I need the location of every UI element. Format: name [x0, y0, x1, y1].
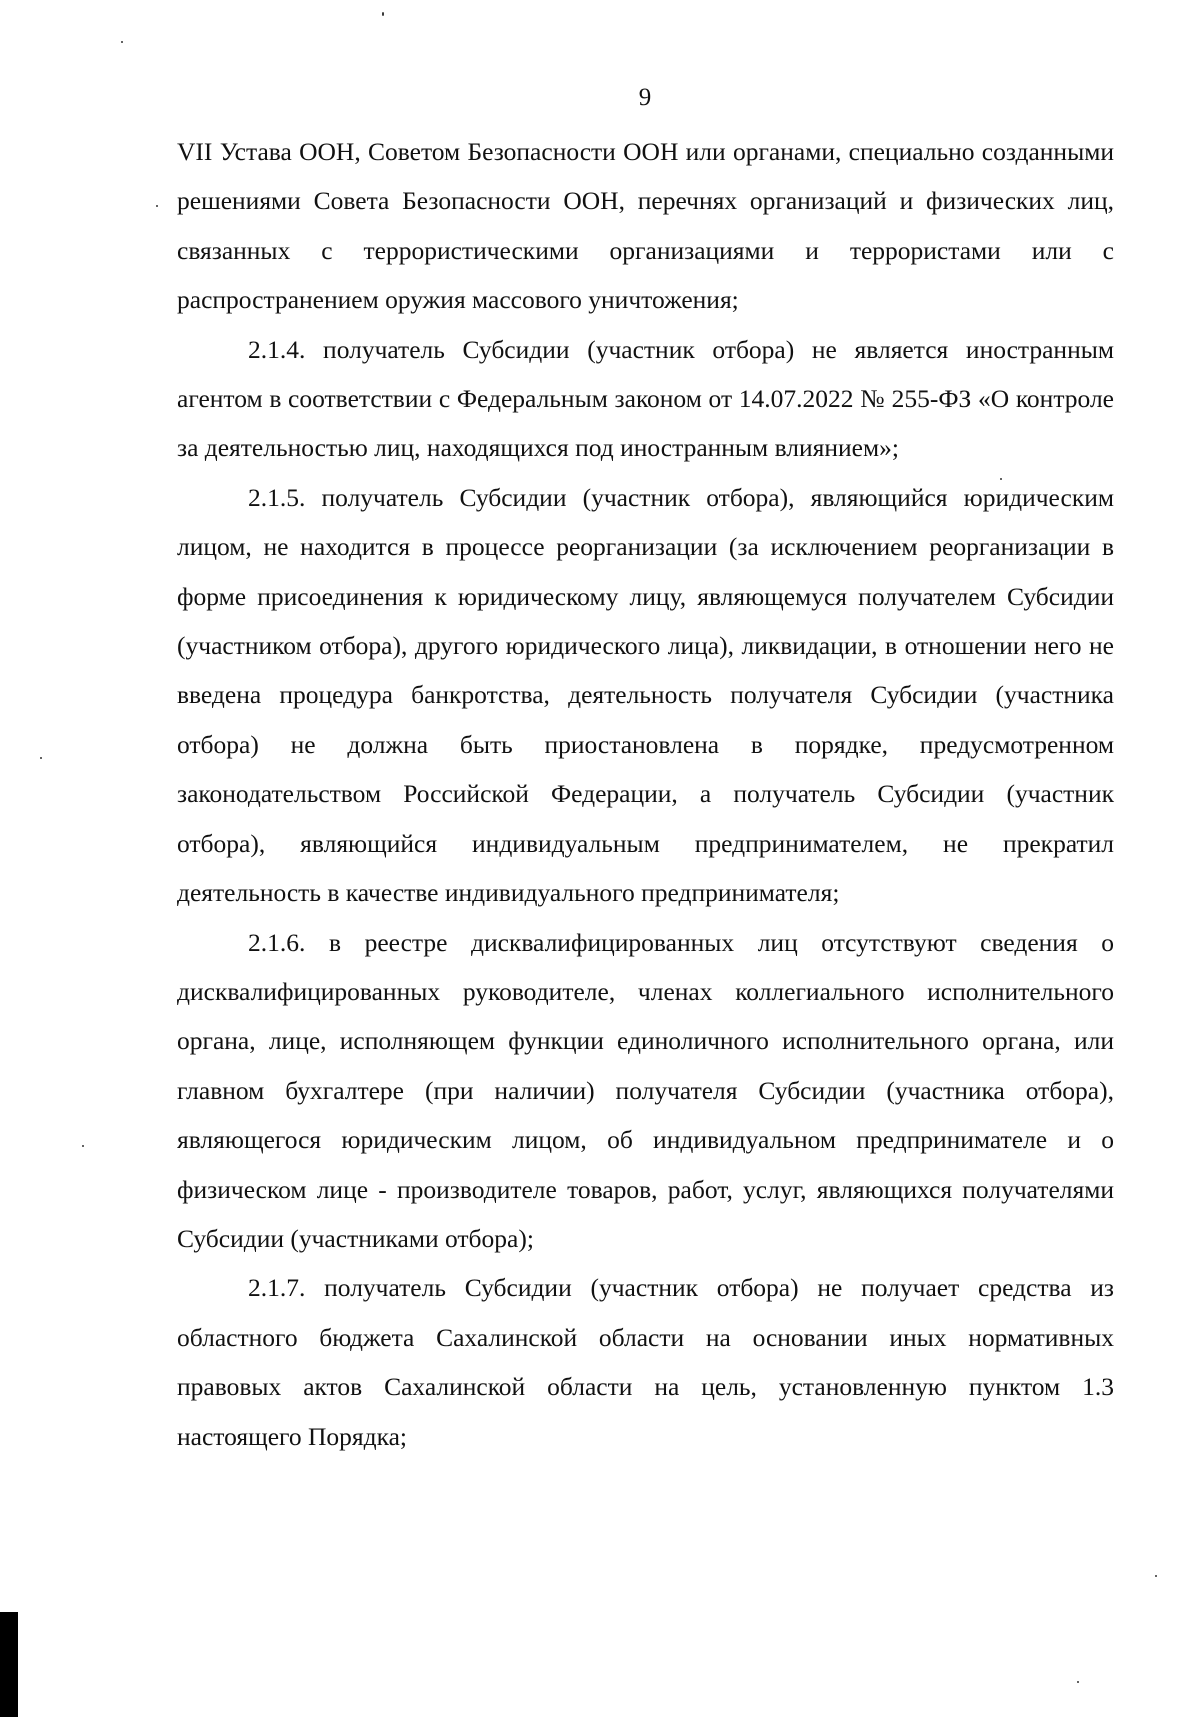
scan-speck [121, 41, 123, 43]
scan-speck [40, 757, 42, 759]
scan-speck [1000, 478, 1002, 480]
paragraph-2-1-5: 2.1.5. получатель Субсидии (участник отбора), являющийся юридическим лицом, не находится в процессе реорганизации (за исключением реорганизации в форме присоединения к юридическому лицу, являющемуся получателем Субсидии (участником отбора), другого юридического лица), ликвидации, в отношении него не введена процедура банкротства, деятельность получателя Субсидии (участника отбора) не должна быть приостановлена в порядке, предусмотренном законодательством Российской Федерации, а получатель Субсидии (участник отбора), являющийся индивидуальным предпринимателем, не прекратил деятельность в качестве индивидуального предпринимателя; [177, 482, 1114, 908]
scan-speck [1155, 1575, 1157, 1577]
scan-speck [156, 205, 158, 207]
paragraph-2-1-4: 2.1.4. получатель Субсидии (участник отбора) не является иностранным агентом в соответствии с Федеральным законом от 14.07.2022 № 255-ФЗ «О контроле за деятельностью лиц, находящихся под иностранным влиянием»; [177, 334, 1114, 463]
paragraph-continuation: VII Устава ООН, Советом Безопасности ООН или органами, специально созданными решениями Совета Безопасности ООН, перечнях организаций и физических лиц, связанных с террористическими организациями и террористами или с распространением оружия массового уничтожения; [177, 137, 1114, 315]
scan-speck [82, 1145, 84, 1147]
scan-edge-bar [0, 1612, 18, 1717]
scan-speck [1077, 1681, 1079, 1683]
paragraph-2-1-7: 2.1.7. получатель Субсидии (участник отбора) не получает средства из областного бюджета Сахалинской области на основании иных нормативных правовых актов Сахалинской области на цель, установленную пунктом 1.3 настоящего Порядка; [177, 1273, 1114, 1451]
scan-speck [382, 12, 384, 16]
paragraph-2-1-6: 2.1.6. в реестре дисквалифицированных лиц отсутствуют сведения о дисквалифицированных руководителе, членах коллегиального исполнительного органа, лице, исполняющем функции единоличного исполнительного органа, или главном бухгалтере (при наличии) получателя Субсидии (участника отбора), являющегося юридическим лицом, об индивидуальном предпринимателе и о физическом лице - производителе товаров, работ, услуг, являющихся получателями Субсидии (участниками отбора); [177, 927, 1114, 1253]
page-number: 9 [638, 84, 652, 111]
document-body [177, 127, 1114, 1461]
